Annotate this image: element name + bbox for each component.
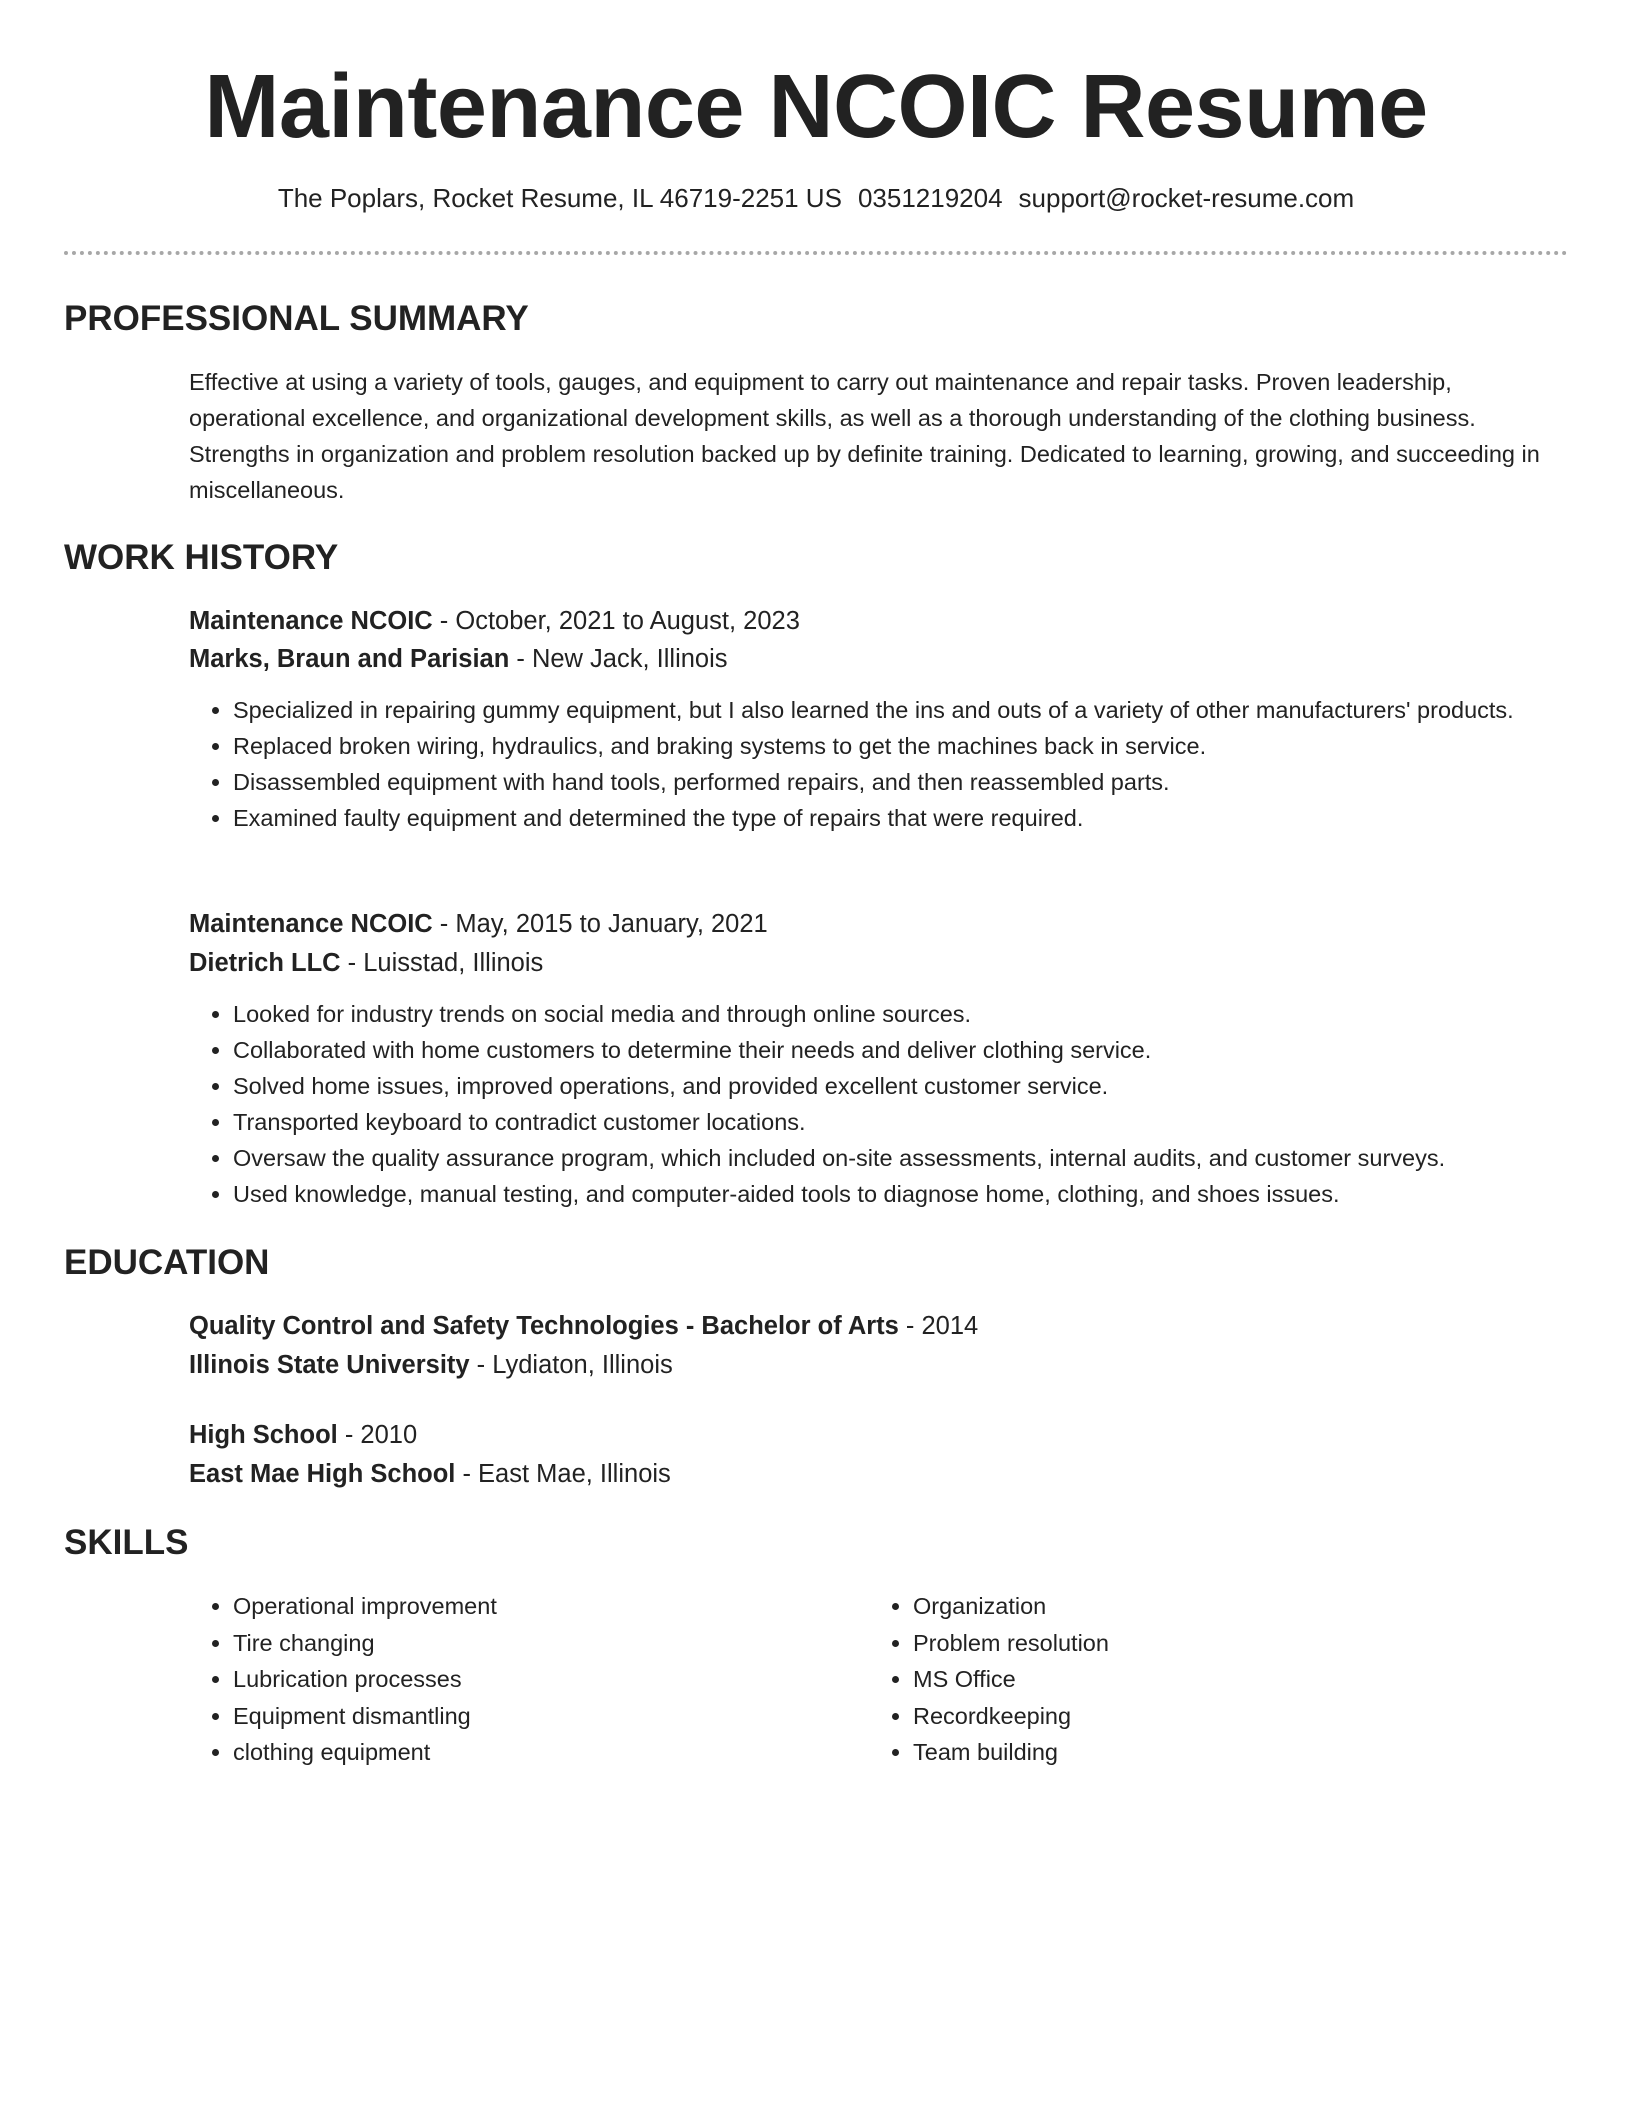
list-item: • Equipment dismantling [233, 1698, 833, 1735]
list-item: • Transported keyboard to contradict customer locations. [233, 1104, 1613, 1140]
job-2-location: - Luisstad, Illinois [340, 949, 544, 977]
job-1-bullets [189, 692, 1613, 836]
job-1-dates: - October, 2021 to August, 2023 [432, 607, 800, 635]
edu-2-school: East Mae High School [189, 1460, 456, 1488]
job-2-company-line [189, 945, 543, 981]
job-1-role: Maintenance NCOIC [189, 607, 433, 635]
job-2-company: Dietrich LLC [189, 949, 341, 977]
list-item: • Solved home issues, improved operations, and provided excellent customer service. [233, 1068, 1613, 1104]
edu-2-degree: High School [189, 1421, 338, 1449]
job-2-title-line [189, 906, 768, 942]
contact-email: support@rocket-resume.com [1018, 183, 1355, 213]
edu-2-year: - 2010 [337, 1421, 418, 1449]
edu-2-title-line [189, 1417, 417, 1453]
summary-text: Effective at using a variety of tools, gauges, and equipment to carry out maintenance and repair tasks. Proven leadership, operational excellence, and organizational development skills, as well as a thorough understanding of the clothing business. Strengths in organization and problem resolution backed up by definite training. Dedicated to learning, growing, and succeeding in miscellaneous. [189, 369, 1540, 503]
list-item: • Examined faulty equipment and determined the type of repairs that were required. [233, 800, 1613, 836]
list-item: • Operational improvement [233, 1588, 833, 1625]
list-item: • Used knowledge, manual testing, and computer-aided tools to diagnose home, clothing, and shoes issues. [233, 1176, 1613, 1212]
list-item: • Looked for industry trends on social media and through online sources. [233, 996, 1613, 1032]
list-item: • Team building [913, 1734, 1513, 1771]
contact-address: The Poplars, Rocket Resume, IL 46719-2251 US [277, 183, 842, 213]
list-item: • Tire changing [233, 1625, 833, 1662]
work-history-heading: WORK HISTORY [64, 538, 339, 577]
list-item: • Oversaw the quality assurance program, which included on-site assessments, internal audits, and customer surveys. [233, 1140, 1613, 1176]
job-2-bullets [189, 996, 1613, 1212]
edu-1-degree: Quality Control and Safety Technologies - Bachelor of Arts [189, 1312, 899, 1340]
skills-list-right [869, 1588, 1513, 1771]
list-item: • Replaced broken wiring, hydraulics, and braking systems to get the machines back in service. [233, 728, 1613, 764]
list-item: • Lubrication processes [233, 1661, 833, 1698]
list-item: • Organization [913, 1588, 1513, 1625]
edu-1-school-line [189, 1347, 673, 1383]
job-1-title-line [189, 603, 800, 639]
resume-name: Maintenance NCOIC Resume [204, 57, 1428, 157]
edu-2-school-line [189, 1456, 671, 1492]
skills-heading: SKILLS [64, 1523, 189, 1562]
summary-heading: PROFESSIONAL SUMMARY [64, 299, 529, 338]
job-1-company: Marks, Braun and Parisian [189, 645, 510, 673]
list-item: • MS Office [913, 1661, 1513, 1698]
list-item: • Problem resolution [913, 1625, 1513, 1662]
edu-2-location: - East Mae, Illinois [455, 1460, 671, 1488]
job-1-location: - New Jack, Illinois [509, 645, 728, 673]
edu-1-title-line [189, 1308, 978, 1344]
skills-list-left [189, 1588, 833, 1771]
job-2-dates: - May, 2015 to January, 2021 [432, 910, 768, 938]
education-heading: EDUCATION [64, 1243, 270, 1282]
job-2-role: Maintenance NCOIC [189, 910, 433, 938]
list-item: • Specialized in repairing gummy equipment, but I also learned the ins and outs of a variety of other manufacturers' products. [233, 692, 1613, 728]
list-item: • Recordkeeping [913, 1698, 1513, 1735]
contact-phone: 0351219204 [857, 183, 1003, 213]
edu-1-year: - 2014 [898, 1312, 979, 1340]
contact-line [0, 180, 1632, 216]
header-divider [64, 251, 1568, 255]
list-item: • Disassembled equipment with hand tools, performed repairs, and then reassembled parts. [233, 764, 1613, 800]
job-1-company-line [189, 641, 728, 677]
list-item: • Collaborated with home customers to determine their needs and deliver clothing service. [233, 1032, 1613, 1068]
edu-1-school: Illinois State University [189, 1351, 470, 1379]
list-item: • clothing equipment [233, 1734, 833, 1771]
edu-1-location: - Lydiaton, Illinois [469, 1351, 673, 1379]
